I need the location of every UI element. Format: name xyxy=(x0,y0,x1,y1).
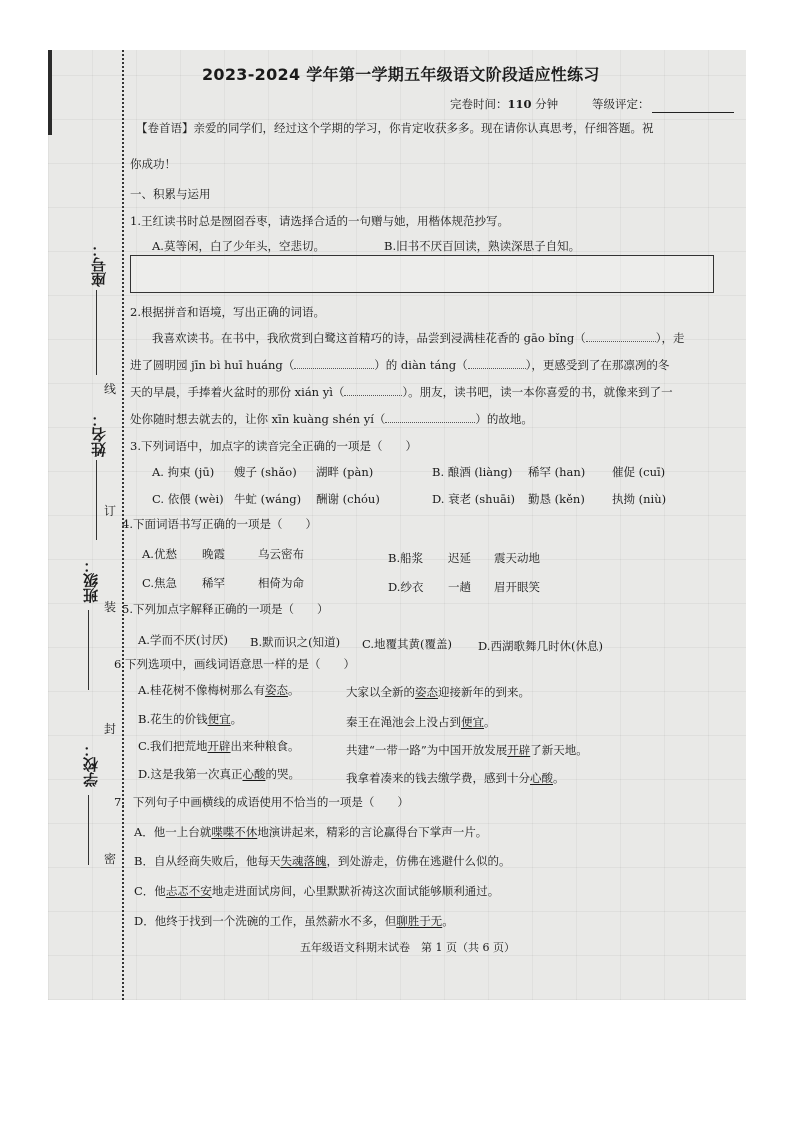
q2-line-1 xyxy=(152,330,685,347)
q2-text: ），更感受到了在那凛冽的冬 xyxy=(525,358,670,372)
intro-line-2: 你成功！ xyxy=(130,157,176,171)
q7-option-b xyxy=(134,853,510,870)
q5-option-b: B.默而识之(知道) xyxy=(250,635,341,649)
q3-option-a1: A. 拘束 (jū) xyxy=(152,465,215,479)
exam-time xyxy=(450,96,558,113)
q6-underlined-word: 开辟 xyxy=(207,739,231,753)
q7-underlined-idiom: 失魂落魄 xyxy=(280,854,327,868)
q7-text: D．他终于找到一个洗碗的工作，虽然薪水不多，但 xyxy=(134,914,397,928)
q2-text: ），走 xyxy=(655,331,685,345)
q5-option-c: C.地覆其黄(覆盖) xyxy=(362,637,453,651)
q1-answer-box[interactable] xyxy=(130,255,714,293)
time-label: 完卷时间： xyxy=(450,97,508,111)
seal-char-line: 线 xyxy=(104,382,117,396)
q4-option-a1: A.优愁 xyxy=(142,547,177,561)
q7-underlined-idiom: 喋喋不休 xyxy=(211,825,258,839)
q4-option-c2: 稀罕 xyxy=(202,576,225,590)
q2-line-3 xyxy=(130,384,673,401)
name-label: 姓名： xyxy=(90,412,108,457)
q6-underlined-word: 便宜 xyxy=(207,712,231,726)
time-value: 110 xyxy=(507,97,532,111)
q6-option-b-left xyxy=(138,711,242,728)
class-label: 班级： xyxy=(82,558,100,603)
grade-rating xyxy=(592,96,734,113)
exam-content xyxy=(114,50,736,1000)
q3-option-c2: 牛虻 (wáng) xyxy=(234,492,302,506)
q7-text: ，到处游走，仿佛在逃避什么似的。 xyxy=(326,854,511,868)
q2-text: 我喜欢读书。在书中，我欣赏到白鹭这首精巧的诗，品尝到浸满桂花香的 gāo bǐng（ xyxy=(152,331,586,345)
q6-option-a-left xyxy=(138,682,299,699)
q4-option-d2: 一趟 xyxy=(448,580,471,594)
page-footer: 五年级语文科期末试卷 第 1 页（共 6 页） xyxy=(300,941,515,954)
seal-char-zhuang: 装 xyxy=(104,600,117,614)
page-title: 2023-2024 学年第一学期五年级语文阶段适应性练习 xyxy=(202,65,600,84)
q4-option-a2: 晚霞 xyxy=(202,547,225,561)
seat-underline xyxy=(96,290,97,375)
q6-text: 迎接新年的到来。 xyxy=(438,685,530,699)
q6-text: 共建“一带一路”为中国开放发展 xyxy=(346,743,508,757)
q6-stem: 6.下列选项中，画线词语意思一样的是（ ） xyxy=(114,657,355,671)
grade-blank[interactable] xyxy=(652,112,734,113)
q6-text: B.花生的价钱 xyxy=(138,712,208,726)
q6-text: 。 xyxy=(553,771,565,785)
q1-option-a: A.莫等闲，白了少年头，空悲切。 xyxy=(152,239,325,253)
seat-label: 座号： xyxy=(90,242,108,287)
seal-char-mi: 密 xyxy=(104,852,117,866)
q2-blank-xinkuangshenyi[interactable] xyxy=(385,422,475,423)
q3-option-d2: 勤恳 (kěn) xyxy=(528,492,585,506)
q5-stem: 5.下列加点字解释正确的一项是（ ） xyxy=(122,602,329,616)
q6-underlined-word: 心酸 xyxy=(530,771,553,785)
class-underline xyxy=(88,610,89,690)
q6-text: 出来种粮食。 xyxy=(230,739,300,753)
section-heading: 一、积累与运用 xyxy=(130,187,211,201)
q7-option-c xyxy=(134,883,499,900)
q4-option-a3: 乌云密布 xyxy=(258,547,304,561)
q2-text: 天的早晨，手捧着火盆时的那份 xián yì（ xyxy=(130,385,345,399)
q3-option-c1: C. 依偎 (wèi) xyxy=(152,492,224,506)
q3-option-b2: 稀罕 (han) xyxy=(528,465,586,479)
q6-option-d-right xyxy=(346,770,565,787)
q7-option-d xyxy=(134,913,454,930)
q6-text: 的哭。 xyxy=(265,767,300,781)
q7-text: C．他 xyxy=(134,884,166,898)
q6-underlined-word: 开辟 xyxy=(507,743,531,757)
q4-option-b1: B.船浆 xyxy=(388,551,424,565)
q4-option-c3: 相倚为命 xyxy=(258,576,304,590)
q6-underlined-word: 姿态 xyxy=(264,683,288,697)
q2-blank-gaobing[interactable] xyxy=(586,341,656,342)
school-underline xyxy=(88,795,89,865)
seal-char-feng: 封 xyxy=(104,722,117,736)
q3-option-d1: D. 衰老 (shuāi) xyxy=(432,492,515,506)
q1-stem: 1.王红读书时总是囫囵吞枣，请选择合适的一句赠与她，用楷体规范抄写。 xyxy=(130,214,509,228)
q4-option-c1: C.焦急 xyxy=(142,576,178,590)
q7-option-a xyxy=(134,824,487,841)
q1-option-b: B.旧书不厌百回读，熟读深思子自知。 xyxy=(384,239,581,253)
q4-stem: 4.下面词语书写正确的一项是（ ） xyxy=(122,517,317,531)
q2-text: ）的 diàn táng（ xyxy=(374,358,468,372)
q4-option-d1: D.纱衣 xyxy=(388,580,424,594)
q6-text: C.我们把荒地 xyxy=(138,739,208,753)
q6-underlined-word: 姿态 xyxy=(415,685,438,699)
q7-underlined-idiom: 聊胜于无 xyxy=(396,914,443,928)
q4-option-b2: 迟延 xyxy=(448,551,471,565)
q6-underlined-word: 心酸 xyxy=(242,767,266,781)
name-underline xyxy=(96,460,97,540)
q7-text: 地演讲起来，精彩的言论赢得台下掌声一片。 xyxy=(257,825,488,839)
q6-option-b-right xyxy=(346,714,496,731)
q6-text: 秦王在渑池会上没占到 xyxy=(346,715,461,729)
q2-stem: 2.根据拼音和语境，写出正确的词语。 xyxy=(130,305,325,319)
q3-stem: 3.下列词语中，加点字的读音完全正确的一项是（ ） xyxy=(130,439,417,453)
q6-underlined-word: 便宜 xyxy=(461,715,484,729)
q3-option-b1: B. 酿酒 (liàng) xyxy=(432,465,513,479)
q7-text: A．他一上台就 xyxy=(134,825,212,839)
scan-edge xyxy=(48,50,52,135)
q7-text: 。 xyxy=(442,914,454,928)
q3-option-a2: 嫂子 (shǎo) xyxy=(234,465,297,479)
q5-option-a: A.学而不厌(讨厌) xyxy=(138,633,228,647)
q6-text: 。 xyxy=(230,712,243,726)
q2-text: ）。朋友，读书吧，读一本你喜爱的书，就像来到了一 xyxy=(402,385,673,399)
q2-blank-xianyi[interactable] xyxy=(344,395,402,396)
q6-text: A.桂花树不像梅树那么有 xyxy=(138,683,265,697)
time-unit: 分钟 xyxy=(535,97,559,111)
q7-text: 地走进面试房间，心里默默祈祷这次面试能够顺利通过。 xyxy=(211,884,500,898)
q3-option-d3: 执拗 (niù) xyxy=(612,492,667,506)
q2-blank-jinbihuihuang[interactable] xyxy=(294,368,374,369)
exam-sheet xyxy=(48,50,746,1000)
q6-text: 。 xyxy=(484,715,496,729)
q6-option-c-right xyxy=(346,742,588,759)
q2-blank-diantang[interactable] xyxy=(468,368,526,369)
q6-text: 。 xyxy=(287,683,300,697)
q2-text: ）的故地。 xyxy=(475,412,533,426)
q2-text: 处你随时想去就去的，让你 xīn kuàng shén yí（ xyxy=(130,412,386,426)
q4-option-b3: 震天动地 xyxy=(494,551,540,565)
q6-option-d-left xyxy=(138,766,300,783)
q6-text: 大家以全新的 xyxy=(346,685,415,699)
q7-underlined-idiom: 忐忑不安 xyxy=(165,884,212,898)
q4-option-d3: 眉开眼笑 xyxy=(494,580,540,594)
q6-option-a-right xyxy=(346,684,530,701)
q6-text: 我拿着凑来的钱去缴学费，感到十分 xyxy=(346,771,530,785)
q5-option-d: D.西湖歌舞几时休(休息) xyxy=(478,639,603,653)
seal-char-ding: 订 xyxy=(104,504,117,518)
intro-line-1: 【卷首语】亲爱的同学们，经过这个学期的学习，你肯定收获多多。现在请你认真思考，仔细答题。祝 xyxy=(136,121,654,135)
q7-text: B．自从经商失败后，他每天 xyxy=(134,854,281,868)
q3-option-a3: 湖畔 (pàn) xyxy=(316,465,374,479)
q6-text: 了新天地。 xyxy=(530,743,588,757)
q3-option-c3: 酬谢 (chóu) xyxy=(316,492,380,506)
q6-option-c-left xyxy=(138,738,300,755)
grade-label: 等级评定： xyxy=(592,97,650,111)
q7-stem: 7．下列句子中画横线的成语使用不恰当的一项是（ ） xyxy=(114,795,409,809)
q3-option-b3: 催促 (cuī) xyxy=(612,465,666,479)
q2-line-4 xyxy=(130,411,533,428)
school-label: 学校： xyxy=(82,742,100,787)
q2-line-2 xyxy=(130,357,669,374)
q6-text: D.这是我第一次真正 xyxy=(138,767,243,781)
q2-text: 进了圆明园 jīn bì huī huáng（ xyxy=(130,358,295,372)
